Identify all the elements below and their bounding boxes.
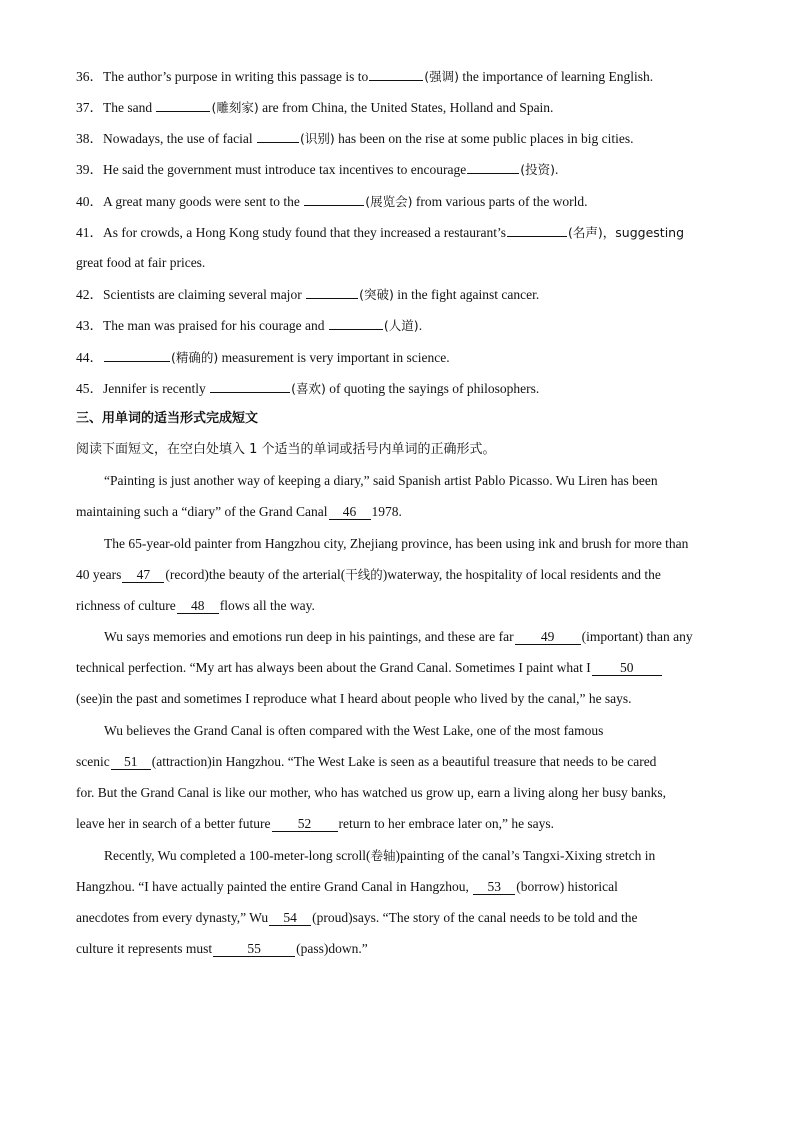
answer-blank[interactable] <box>210 379 290 393</box>
answer-blank[interactable] <box>304 192 364 206</box>
passage-line <box>104 847 726 865</box>
passage-text: richness of culture <box>76 598 176 613</box>
hint: (喜欢) <box>291 381 326 396</box>
question-text: A great many goods were sent to the <box>103 194 304 209</box>
question-text-end: of quoting the sayings of philosophers. <box>325 381 540 396</box>
hint: (展览会) <box>365 194 413 209</box>
question-text: Jennifer is recently <box>103 381 210 396</box>
passage-text: (record)the beauty of the arterial( <box>165 567 346 582</box>
passage-line <box>76 597 726 615</box>
passage-line <box>76 784 726 802</box>
hint: (人道) <box>383 318 419 333</box>
question-44 <box>76 348 726 367</box>
question-text: The author’s purpose in writing this passage is to <box>103 69 369 84</box>
question-number: 40． <box>76 194 103 209</box>
question-number: 38． <box>76 131 103 146</box>
answer-blank-49[interactable]: 49 <box>515 630 581 645</box>
question-text: He said the government must introduce tax incentives to encourage <box>103 162 467 177</box>
passage-text: (proud)says. “The story of the canal needs to be told and the <box>312 910 638 925</box>
passage-gloss: 干线的 <box>345 567 383 582</box>
passage-text: )painting of the canal’s Tangxi-Xixing stretch in <box>395 848 656 863</box>
answer-blank-55[interactable]: 55 <box>213 942 295 957</box>
question-number: 43． <box>76 318 103 333</box>
answer-blank[interactable] <box>104 348 170 362</box>
passage-text: (see)in the past and sometimes I reproduce what I heard about people who lived by the canal,” he says. <box>76 691 632 706</box>
passage-text: maintaining such a “diary” of the Grand Canal <box>76 504 328 519</box>
passage-text: Wu says memories and emotions run deep in his paintings, and these are far <box>104 629 514 644</box>
answer-blank-51[interactable]: 51 <box>111 755 151 770</box>
answer-blank[interactable] <box>156 98 210 112</box>
passage-text: leave her in search of a better future <box>76 816 271 831</box>
passage-text: (important) than any <box>581 629 693 644</box>
question-41 <box>76 223 726 242</box>
question-number: 42． <box>76 287 103 302</box>
passage-text: Hangzhou. “I have actually painted the entire Grand Canal in Hangzhou, <box>76 879 469 894</box>
passage-text: The 65-year-old painter from Hangzhou city, Zhejiang province, has been using ink and brush for more than <box>104 536 689 551</box>
question-number: 36． <box>76 69 103 84</box>
answer-blank-50[interactable]: 50 <box>592 661 662 676</box>
answer-blank[interactable] <box>467 160 519 174</box>
passage-text: Recently, Wu completed a 100-meter-long scroll( <box>104 848 371 863</box>
answer-blank[interactable] <box>257 129 299 143</box>
question-number: 41． <box>76 225 103 240</box>
question-number: 37． <box>76 100 103 115</box>
question-39 <box>76 160 726 179</box>
question-text-end: has been on the rise at some public places in big cities. <box>334 131 634 146</box>
question-45 <box>76 379 726 398</box>
answer-blank[interactable] <box>329 316 383 330</box>
passage-line <box>104 535 726 553</box>
passage-line <box>76 878 726 896</box>
question-text-end: are from China, the United States, Holland and Spain. <box>258 100 554 115</box>
answer-blank[interactable] <box>306 285 358 299</box>
passage-text: technical perfection. “My art has always been about the Grand Canal. Sometimes I paint what I <box>76 660 591 675</box>
answer-blank-53[interactable]: 53 <box>473 880 515 895</box>
passage-line <box>104 722 726 740</box>
passage-text: 40 years <box>76 567 122 582</box>
passage-gloss: 卷轴 <box>370 848 396 863</box>
passage-line <box>104 472 726 490</box>
question-text-end: in the fight against cancer. <box>393 287 540 302</box>
answer-blank[interactable] <box>507 223 567 237</box>
question-42 <box>76 285 726 304</box>
question-38 <box>76 129 726 148</box>
passage-text: flows all the way. <box>219 598 315 613</box>
passage-text: (attraction)in Hangzhou. “The West Lake is seen as a beautiful treasure that needs to be cared <box>151 754 657 769</box>
hint: (名声) <box>568 225 603 240</box>
question-text: The man was praised for his courage and <box>103 318 328 333</box>
passage-line <box>76 566 726 584</box>
passage-line <box>76 503 726 521</box>
question-41-continued <box>76 254 726 272</box>
answer-blank[interactable] <box>369 67 423 81</box>
passage-line <box>76 659 726 677</box>
question-text-end: ，suggesting <box>602 225 685 240</box>
question-text: great food at fair prices. <box>76 255 206 270</box>
question-number: 44． <box>76 350 103 365</box>
passage-text: scenic <box>76 754 110 769</box>
question-text-end: the importance of learning English. <box>458 69 654 84</box>
answer-blank-47[interactable]: 47 <box>122 568 164 583</box>
hint: (投资) <box>520 162 556 177</box>
question-text: Nowadays, the use of facial <box>103 131 256 146</box>
passage-line <box>76 909 726 927</box>
passage-text: culture it represents must <box>76 941 213 956</box>
passage-text: 1978. <box>371 504 402 519</box>
question-36 <box>76 67 726 86</box>
hint: (雕刻家) <box>211 100 259 115</box>
question-43 <box>76 316 726 335</box>
question-text-end: . <box>418 318 423 333</box>
passage-line <box>104 628 726 646</box>
section-instruction: 阅读下面短文，在空白处填入 1 个适当的单词或括号内单词的正确形式。 <box>76 442 496 457</box>
question-number: 45． <box>76 381 103 396</box>
section-heading: 三、用单词的适当形式完成短文 <box>76 411 259 426</box>
passage-line <box>76 690 726 708</box>
question-number: 39． <box>76 162 103 177</box>
hint: (识别) <box>299 131 335 146</box>
question-text-end: measurement is very important in science. <box>218 350 450 365</box>
answer-blank-54[interactable]: 54 <box>269 911 311 926</box>
passage-line <box>76 753 726 771</box>
passage-line <box>76 940 726 958</box>
passage-text: )waterway, the hospitality of local residents and the <box>382 567 661 582</box>
answer-blank-48[interactable]: 48 <box>177 599 219 614</box>
hint: (突破) <box>359 287 394 302</box>
answer-blank-52[interactable]: 52 <box>272 817 338 832</box>
hint: (精确的) <box>171 350 219 365</box>
passage-line <box>76 815 726 833</box>
passage-text: return to her embrace later on,” he says. <box>338 816 555 831</box>
hint: (强调) <box>424 69 459 84</box>
question-text: Scientists are claiming several major <box>103 287 306 302</box>
question-40 <box>76 192 726 211</box>
answer-blank-46[interactable]: 46 <box>329 505 371 520</box>
question-text: The sand <box>103 100 156 115</box>
question-text: As for crowds, a Hong Kong study found that they increased a restaurant’s <box>103 225 507 240</box>
question-37 <box>76 98 726 117</box>
passage-text: (pass)down.” <box>296 941 368 956</box>
passage-text: anecdotes from every dynasty,” Wu <box>76 910 269 925</box>
passage-text: (borrow) historical <box>516 879 618 894</box>
question-text-end: . <box>555 162 559 177</box>
passage-text: Wu believes the Grand Canal is often compared with the West Lake, one of the most famous <box>104 723 604 738</box>
passage-text: for. But the Grand Canal is like our mother, who has watched us grow up, earn a living along her busy banks, <box>76 785 666 800</box>
question-text-end: from various parts of the world. <box>412 194 588 209</box>
passage-text: “Painting is just another way of keeping a diary,” said Spanish artist Pablo Picasso. Wu Liren has been <box>104 473 658 488</box>
